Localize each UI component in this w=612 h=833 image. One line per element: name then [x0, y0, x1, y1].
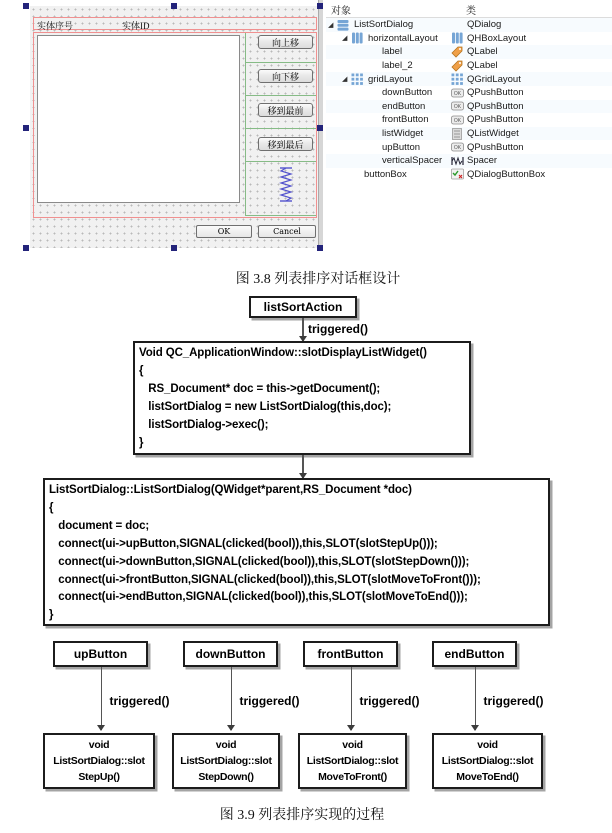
object-name: verticalSpacer — [382, 155, 443, 167]
selection-handle[interactable] — [171, 3, 177, 9]
flow-box-endButton: endButton — [432, 641, 517, 667]
arrow-code1-to-code2 — [302, 455, 304, 478]
slot-display-code-block — [133, 341, 471, 455]
expand-arrow-icon[interactable]: ◢ — [328, 21, 334, 29]
selection-handle[interactable] — [317, 3, 323, 9]
tree-row-label_2[interactable] — [326, 59, 612, 73]
tree-row-upButton[interactable] — [326, 140, 612, 154]
flow-slot-box-1 — [172, 733, 280, 789]
object-name: endButton — [382, 100, 426, 112]
move-button-1[interactable]: 向下移 — [258, 69, 313, 83]
triggered-label-0: triggered() — [109, 694, 170, 708]
flow-box-downButton: downButton — [183, 641, 278, 667]
qt-designer-form — [0, 0, 325, 256]
selection-handle[interactable] — [317, 245, 323, 251]
slot-line: void — [342, 739, 363, 751]
selection-handle[interactable] — [171, 245, 177, 251]
grid-class-icon — [451, 72, 463, 86]
code-line: { — [49, 501, 54, 514]
slot-line: StepUp() — [78, 771, 120, 783]
tree-row-label[interactable] — [326, 45, 612, 59]
object-name: ListSortDialog — [354, 19, 414, 31]
tree-row-ListSortDialog[interactable] — [326, 18, 612, 32]
class-name: QPushButton — [467, 100, 524, 112]
triggered-label-main: triggered() — [308, 322, 368, 336]
move-button-2[interactable]: 移到最前 — [258, 103, 313, 117]
slot-line: void — [477, 739, 498, 751]
triggered-label-2: triggered() — [359, 694, 420, 708]
class-name: QDialog — [467, 19, 502, 31]
tree-row-verticalSpacer[interactable] — [326, 154, 612, 168]
triggered-label-1: triggered() — [239, 694, 300, 708]
svg-text:OK: OK — [453, 104, 462, 111]
button-class-icon — [451, 86, 464, 100]
code-line: { — [139, 364, 144, 377]
class-name: QPushButton — [467, 114, 524, 126]
class-name: QPushButton — [467, 87, 524, 99]
hbox-class-icon — [451, 32, 463, 46]
flow-slot-box-2 — [298, 733, 407, 789]
flow-slot-box-0 — [43, 733, 155, 789]
object-name: label — [382, 46, 403, 58]
code-line: connect(ui->upButton,SIGNAL(clicked(bool)),this,SLOT(slotStepUp())); — [49, 537, 438, 550]
code-line: listSortDialog = new ListSortDialog(this,doc); — [139, 400, 392, 413]
expand-arrow-icon[interactable]: ◢ — [342, 35, 348, 43]
move-button-0[interactable]: 向上移 — [258, 35, 313, 49]
class-name: QPushButton — [467, 141, 524, 153]
slot-line: void — [215, 739, 237, 751]
hbox-icon — [351, 32, 363, 46]
slot-line: MoveToEnd() — [456, 771, 519, 783]
arrow-button-to-slot-1 — [231, 667, 233, 730]
grid-cell-divider-5 — [246, 215, 316, 216]
arrow-button-to-slot-3 — [475, 667, 477, 730]
grid-cell-divider-2 — [246, 95, 316, 96]
class-name: QGridLayout — [467, 73, 521, 85]
list-class-icon — [451, 127, 463, 141]
figure-3-8-caption: 图 3.8 列表排序对话框设计 — [235, 272, 401, 287]
buttonbox-class-icon — [451, 168, 464, 182]
tree-row-gridLayout[interactable] — [326, 72, 612, 86]
code-line: connect(ui->downButton,SIGNAL(clicked(bool)),this,SLOT(slotStepDown())); — [49, 555, 470, 568]
code-line: ListSortDialog::ListSortDialog(QWidget*parent,RS_Document *doc) — [49, 484, 412, 496]
code-line: listSortDialog->exec(); — [139, 418, 269, 431]
flow-box-frontButton: frontButton — [303, 641, 398, 667]
class-column-header[interactable]: 类 — [466, 6, 476, 17]
code-line: connect(ui->frontButton,SIGNAL(clicked(bool)),this,SLOT(slotMoveToFront())); — [49, 573, 481, 586]
class-name: QDialogButtonBox — [467, 168, 546, 180]
object-name: label_2 — [382, 60, 413, 72]
horizontal-layout-outline — [33, 17, 317, 30]
tree-row-frontButton[interactable] — [326, 113, 612, 127]
class-name: QListWidget — [467, 128, 519, 140]
grid-icon — [351, 72, 363, 86]
object-name: upButton — [382, 141, 421, 153]
grid-cell-divider-3 — [246, 128, 316, 129]
selection-handle[interactable] — [23, 3, 29, 9]
object-name: listWidget — [382, 128, 424, 140]
class-name: Spacer — [467, 155, 498, 167]
tree-row-buttonBox[interactable] — [326, 168, 612, 182]
object-name: horizontalLayout — [368, 32, 438, 44]
entity-id-label: 实体ID — [122, 21, 150, 31]
grid-cell-divider-1 — [246, 62, 316, 63]
tree-row-listWidget[interactable] — [326, 127, 612, 141]
object-name: downButton — [382, 87, 433, 99]
code-line: } — [49, 609, 54, 622]
button-class-icon — [451, 100, 464, 114]
move-button-3[interactable]: 移到最后 — [258, 137, 313, 151]
object-name: buttonBox — [364, 168, 407, 180]
class-name: QHBoxLayout — [467, 32, 527, 44]
slot-line: ListSortDialog::slot — [306, 755, 399, 767]
expand-arrow-icon[interactable]: ◢ — [342, 76, 348, 84]
label-class-icon — [451, 45, 463, 59]
button-class-icon — [451, 113, 464, 127]
object-column-header[interactable]: 对象 — [331, 6, 351, 17]
tree-header — [326, 0, 612, 18]
slot-line: ListSortDialog::slot — [180, 755, 272, 767]
flow-slot-box-3 — [432, 733, 543, 789]
selection-handle[interactable] — [317, 125, 323, 131]
figure-3-9-caption: 图 3.9 列表排序实现的过程 — [219, 808, 385, 823]
label-class-icon — [451, 59, 463, 73]
arrow-action-to-slot — [302, 318, 304, 341]
slot-line: ListSortDialog::slot — [441, 755, 534, 767]
tree-row-downButton[interactable] — [326, 86, 612, 100]
code-line: document = doc; — [49, 519, 150, 532]
ok-button[interactable]: OK — [196, 225, 252, 238]
slot-line: ListSortDialog::slot — [53, 755, 145, 767]
code-line: Void QC_ApplicationWindow::slotDisplayListWidget() — [139, 347, 427, 359]
object-name: gridLayout — [368, 73, 413, 85]
slot-line: StepDown() — [198, 771, 254, 783]
button-class-icon — [451, 140, 464, 154]
svg-text:OK: OK — [453, 90, 462, 97]
spacer-class-icon — [451, 154, 464, 168]
svg-text:OK: OK — [453, 117, 462, 124]
slot-line: MoveToFront() — [318, 771, 387, 783]
cancel-button[interactable]: Cancel — [258, 225, 316, 238]
tree-row-endButton[interactable] — [326, 100, 612, 114]
vertical-spacer-icon — [278, 167, 294, 208]
svg-text:OK: OK — [453, 145, 462, 152]
constructor-code-block — [43, 478, 550, 626]
object-inspector — [326, 0, 612, 192]
class-name: QLabel — [467, 60, 498, 72]
arrow-button-to-slot-0 — [101, 667, 103, 730]
entity-number-label: 实体序号 — [37, 21, 74, 31]
class-name: QLabel — [467, 46, 498, 58]
arrow-button-to-slot-2 — [351, 667, 353, 730]
code-line: } — [139, 436, 144, 449]
flow-box-upButton: upButton — [53, 641, 148, 667]
code-line: RS_Document* doc = this->getDocument(); — [139, 382, 381, 395]
grid-cell-divider-vertical — [245, 33, 246, 216]
code-line: connect(ui->endButton,SIGNAL(clicked(bool)),this,SLOT(slotMoveToEnd())); — [49, 591, 468, 604]
selection-handle[interactable] — [23, 245, 29, 251]
grid-cell-divider-4 — [246, 161, 316, 162]
list-widget[interactable] — [37, 35, 240, 203]
list-sort-action-box: listSortAction — [249, 296, 357, 318]
triggered-label-3: triggered() — [483, 694, 544, 708]
object-name: frontButton — [382, 114, 429, 126]
selection-handle[interactable] — [23, 125, 29, 131]
tree-row-horizontalLayout[interactable] — [326, 32, 612, 46]
slot-line: void — [88, 739, 110, 751]
dialog-icon — [337, 18, 349, 32]
